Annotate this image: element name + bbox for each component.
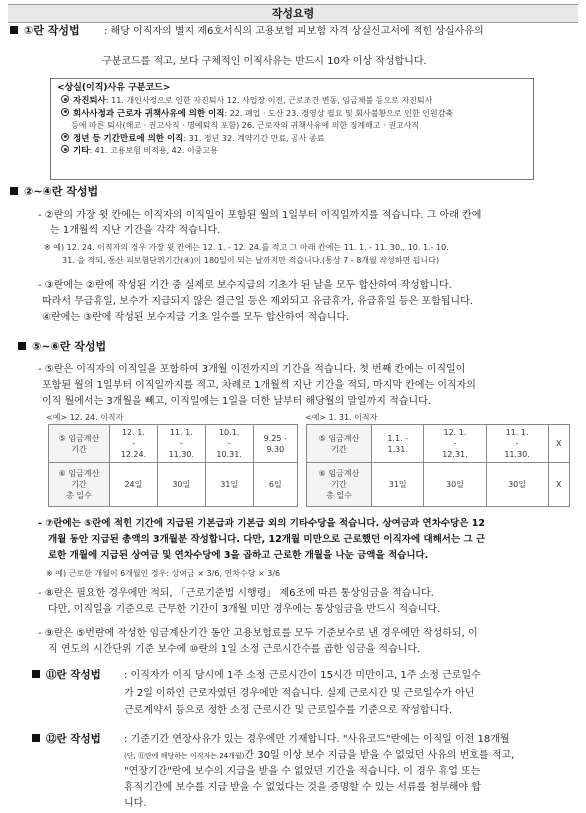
section5-t2-note: (단, ⑪란에 해당하는 이직자는 24개월) — [124, 752, 245, 760]
circle-bullet-icon — [61, 108, 69, 116]
table-cell: 31일 — [205, 463, 253, 507]
section2-p1b: 는 1개월씩 지난 기간을 각각 적습니다. — [50, 225, 221, 236]
section3-p1a: - ⑤란은 이직자의 이직일을 포함하여 3개월 이전까지의 기간을 적습니다. 첫 번째 칸에는 이직일이 — [38, 364, 466, 375]
section2-note2: 31. 을 적되, 통산 피보험단위기간(④)이 180일이 되는 날까지만 적습니다.(통상 7 - 8개월 작성하면 됩니다) — [62, 256, 440, 265]
section3-p1b: 포함된 월의 1일부터 이직일까지를 적고, 차례로 1개월씩 지난 기간을 적되, 마지막 칸에는 이직자의 — [42, 380, 476, 391]
section2-p2b: 따라서 무급휴일, 보수가 지급되지 않은 결근일 등은 제외되고 유급휴가, 유급휴일 등은 포함됩니다. — [42, 296, 473, 307]
circle-bullet-icon — [61, 95, 69, 103]
square-bullet-icon — [32, 670, 40, 678]
section5-t2 — [124, 748, 514, 764]
section3-p1c: 이직 월에서는 3개월을 빼고, 이직일에는 1일을 더한 날부터 해당월의 말일까지 적습니다. — [42, 396, 431, 407]
reason-code-item: 정년 등 기간만료에 의한 이직: 31. 정년 32. 계약기간 만료, 공사 종료 — [57, 133, 527, 146]
section3-p9a: - ⑨란은 ⑤번란에 작성한 임금계산기간 동안 고용보험료를 모두 기준보수로 낸 경우에만 작성하되, 이 — [38, 628, 478, 639]
section3-bold-2: 개월 동안 지급된 총액의 3개월분 작성합니다. 다만, 12개월 미만으로 근로했던 이직자에 대해서는 그 근 — [48, 534, 486, 545]
table-cell: 30일 — [486, 463, 548, 507]
section3-p8a: - ⑧란은 필요한 경우에만 적되, 「근로기준법 시행령」 제6조에 따른 통상임금을 적습니다. — [38, 588, 434, 599]
page-title: 작성요령 — [8, 4, 578, 23]
section1-text2: 구분코드를 적고, 보다 구체적인 이직사유는 반드시 10자 이상 작성합니다. — [102, 56, 427, 67]
section3-bold-3: 로한 개월에 지급된 상여금 및 연차수당에 3을 곱하고 근로한 개월을 나눈 금액을 적습니다. — [48, 550, 429, 561]
reason-code-item: 자진퇴사: 11. 개인사정으로 인한 자진퇴사 12. 사업장 이전, 근로조건 변동, 임금체불 등으로 자진퇴사 — [57, 95, 527, 108]
section2-p2c: ④란에는 ③란에 작성된 보수지급 기초 일수를 모두 합산하여 적습니다. — [42, 312, 350, 323]
section3-p9b: 직 연도의 시간단위 기준 보수에 ⑩란의 1일 소정 근로시간수를 곱한 임금을 적습니다. — [48, 644, 421, 655]
table-cell: 24일 — [110, 463, 158, 507]
table-cell: 9.25 - 9.30 — [253, 425, 297, 463]
section5-t5: 니다. — [124, 798, 147, 809]
section2-note1: ※ 예) 12. 24. 이직자의 경우 가장 윗 칸에는 12. 1. - 12. 24.를 적고 그 아래 칸에는 11. 1. - 11. 30., 10. 1.- 10. — [44, 243, 449, 252]
square-bullet-icon — [18, 342, 26, 350]
section2-p2a: - ③란에는 ②란에 작성된 기간 중 실제로 보수지급의 기초가 된 날을 모두 합산하여 작성합니다. — [38, 280, 452, 291]
section1-text1: : 해당 이직자의 별지 제6호서식의 고용보험 피보험 자격 상실신고서에 적힌 상실사유의 — [104, 26, 484, 37]
section5-heading: ⑫란 작성법 — [32, 732, 101, 746]
table-header-cell: ⑥ 임금계산 기간 총 일수 — [307, 463, 372, 507]
section1-heading — [10, 24, 80, 38]
table-cell: 12. 1. - 12.24. — [110, 425, 158, 463]
square-bullet-icon — [10, 187, 18, 195]
example1-label: <예> 12. 24. 이직자 — [46, 413, 124, 422]
section2-p1a: - ②란의 가장 윗 칸에는 이직자의 이직일이 포함된 월의 1일부터 이직일까지를 적습니다. 그 아래 칸에 — [38, 210, 482, 221]
table-cell: X — [548, 463, 569, 507]
section5-t1: : 기준기간 연장사유가 있는 경우에만 기재합니다. "사유코드"란에는 이직일 이전 18개월 — [124, 734, 510, 745]
example1-table — [48, 424, 298, 507]
section5-t4: 휴직기간에 보수를 지급 받을 수 없었다는 것을 증명할 수 있는 서류를 첨부해야 합 — [124, 782, 481, 793]
table-cell: 30일 — [424, 463, 486, 507]
section4-t3: 근로계약서 등으로 정한 소정 근로시간 및 근로일수를 기준으로 작성합니다. — [124, 705, 453, 716]
table-cell: 31일 — [372, 463, 424, 507]
table-cell: 11. 1. - 11.30. — [157, 425, 205, 463]
table-header-cell: ⑥ 임금계산 기간 총 일수 — [49, 463, 110, 507]
reason-code-item: 등에 따른 퇴사(해고 · 권고사직 · 명예퇴직 포함) 26. 근로자의 귀책사유에 의한 징계해고 · 권고사직 — [71, 121, 420, 130]
section2-heading: ②~④란 작성법 — [10, 185, 98, 199]
circle-bullet-icon — [61, 133, 69, 141]
section3-p8b: 다만, 이직일을 기준으로 근무한 기간이 3개월 미만 경우에는 통상임금을 반드시 적습니다. — [48, 604, 441, 615]
circle-bullet-icon — [61, 145, 69, 153]
table-cell: 30일 — [157, 463, 205, 507]
table-cell: 6일 — [253, 463, 297, 507]
section5-t3: "연장기간"란에 보수의 지급을 받을 수 없었던 기간을 적습니다. 이 경우 휴업 또는 — [124, 766, 481, 777]
table-cell: 11. 1. - 11.30. — [486, 425, 548, 463]
section4-t2: 가 2일 이하인 근로자였던 경우에만 적습니다. 실제 근로시간 및 근로일수가 아닌 — [124, 688, 475, 699]
table-header-cell: ⑤ 임금계산 기간 — [49, 425, 110, 463]
reason-code-box — [50, 78, 534, 180]
table-header-cell: ⑤ 임금계산 기간 — [307, 425, 372, 463]
reason-code-item: 회사사정과 근로자 귀책사유에 의한 이직: 22. 폐업 · 도산 23. 경영상 필요 및 회사불황으로 인한 인원감축 — [57, 108, 527, 121]
table-cell: X — [548, 425, 569, 463]
table-cell: 1.1. - 1.31. — [372, 425, 424, 463]
square-bullet-icon — [32, 734, 40, 742]
example2-table — [306, 424, 570, 507]
section3-note: ※ 예) 근로한 개월이 6개월인 경우: 상여금 × 3/6, 연차수당 × 3/6 — [46, 569, 281, 578]
section3-bold-1: - ⑦란에는 ⑤란에 적힌 기간에 지급된 기본급과 기본급 외의 기타수당을 적습니다. 상여금과 연차수당은 12 — [38, 518, 485, 529]
section5-t2-text: 간 30일 이상 보수 지급을 받을 수 없었던 사유의 번호를 적고, — [244, 750, 515, 761]
section3-heading: ⑤~⑥란 작성법 — [18, 340, 106, 354]
section1-title: ①란 작성법 — [24, 24, 80, 37]
table-cell: 10.1. - 10.31. — [205, 425, 253, 463]
section4-heading: ⑪란 작성법 — [32, 668, 101, 682]
reason-code-item: 기타: 41. 고용보험 비적용, 42. 이중고용 — [57, 145, 527, 158]
example2-label: <예> 1. 31. 이직자 — [305, 413, 378, 422]
square-bullet-icon — [10, 26, 18, 34]
reason-code-title: <상실(이직)사유 구분코드> — [57, 83, 171, 93]
section4-t1: : 이직자가 이직 당시에 1주 소정 근로시간이 15시간 미만이고, 1주 소정 근로일수 — [124, 670, 481, 681]
table-cell: 12. 1. - 12.31. — [424, 425, 486, 463]
